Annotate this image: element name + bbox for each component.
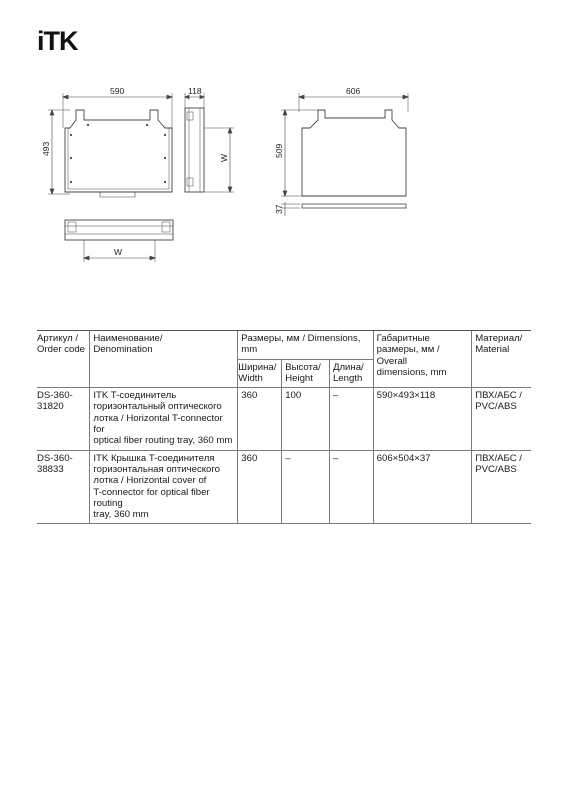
row-name-line: лотка / Horizontal T-connector for xyxy=(93,412,223,436)
row-code-line: DS-360- xyxy=(37,452,73,464)
header-overall-line3: dimensions, mm xyxy=(376,366,447,378)
logo-text: iTK xyxy=(37,28,78,54)
header-code-ru: Артикул / xyxy=(37,333,79,344)
row-code-line: 31820 xyxy=(37,401,64,413)
top-width-label: 590 xyxy=(110,86,125,96)
row-name-line: ITK T-соединитель xyxy=(93,390,177,402)
table-header-row xyxy=(37,331,531,360)
cover-view-drawing xyxy=(281,93,408,216)
row-name xyxy=(90,450,238,524)
table-row xyxy=(37,388,531,450)
specification-table xyxy=(37,330,531,524)
row-length: – xyxy=(329,450,373,524)
row-material xyxy=(472,450,531,524)
row-name-line: tray, 360 mm xyxy=(93,509,149,521)
header-overall xyxy=(373,331,472,388)
header-code xyxy=(37,331,90,388)
row-height: – xyxy=(282,450,330,524)
side-depth-label: 118 xyxy=(188,86,202,96)
header-name xyxy=(90,331,238,388)
header-length-en: Length xyxy=(332,372,363,384)
technical-drawings xyxy=(0,0,568,290)
header-material-en: Material xyxy=(475,344,510,356)
header-height-en: Height xyxy=(285,372,313,384)
row-name-line: лотка / Horizontal cover of xyxy=(93,475,207,487)
cover-height-label: 509 xyxy=(274,143,284,158)
row-height: 100 xyxy=(282,388,330,450)
row-code xyxy=(37,388,90,450)
header-width-en: Width xyxy=(238,372,263,384)
row-code xyxy=(37,450,90,524)
header-length-ru: Длина/ xyxy=(332,361,364,373)
header-height-ru: Высота/ xyxy=(285,361,321,373)
top-view-drawing xyxy=(48,93,172,197)
row-name-line: T-connector for optical fiber routing xyxy=(93,486,210,509)
row-material xyxy=(472,388,531,450)
row-code-line: 38833 xyxy=(37,463,64,475)
row-overall: 590×493×118 xyxy=(373,388,472,450)
header-dimensions: Размеры, мм / Dimensions, mm xyxy=(238,331,373,360)
row-material-line: PVC/ABS xyxy=(475,401,517,413)
side-w-label: W xyxy=(219,153,229,162)
header-code-en: Order code xyxy=(37,344,85,356)
table-row xyxy=(37,450,531,524)
front-w-label: W xyxy=(114,247,123,257)
row-material-line: ПВХ/АБС / xyxy=(475,452,522,464)
header-overall-line2: размеры, мм / Overall xyxy=(376,344,440,367)
row-width: 360 xyxy=(238,388,282,450)
side-view-drawing xyxy=(185,93,234,192)
top-height-label: 493 xyxy=(41,141,51,156)
header-name-ru: Наименование/ xyxy=(93,333,163,344)
header-name-en: Denomination xyxy=(93,344,153,356)
header-material xyxy=(472,331,531,388)
row-name-line: горизонтальная оптического xyxy=(93,463,221,475)
cover-width-label: 606 xyxy=(346,86,361,96)
row-width: 360 xyxy=(238,450,282,524)
row-name-line: горизонтальный оптического xyxy=(93,401,222,413)
row-name-line: ITK Крышка T-соединителя xyxy=(93,452,215,464)
header-material-ru: Материал/ xyxy=(475,333,523,344)
header-width xyxy=(238,359,282,388)
cover-thickness-label: 37 xyxy=(274,204,284,214)
row-material-line: PVC/ABS xyxy=(475,463,517,475)
row-name xyxy=(90,388,238,450)
row-material-line: ПВХ/АБС / xyxy=(475,390,522,402)
row-name-line: optical fiber routing tray, 360 mm xyxy=(93,435,233,447)
row-length: – xyxy=(329,388,373,450)
row-overall: 606×504×37 xyxy=(373,450,472,524)
row-code-line: DS-360- xyxy=(37,390,73,402)
header-overall-line1: Габаритные xyxy=(376,333,430,344)
header-length xyxy=(329,359,373,388)
header-width-ru: Ширина/ xyxy=(238,361,277,373)
header-height xyxy=(282,359,330,388)
